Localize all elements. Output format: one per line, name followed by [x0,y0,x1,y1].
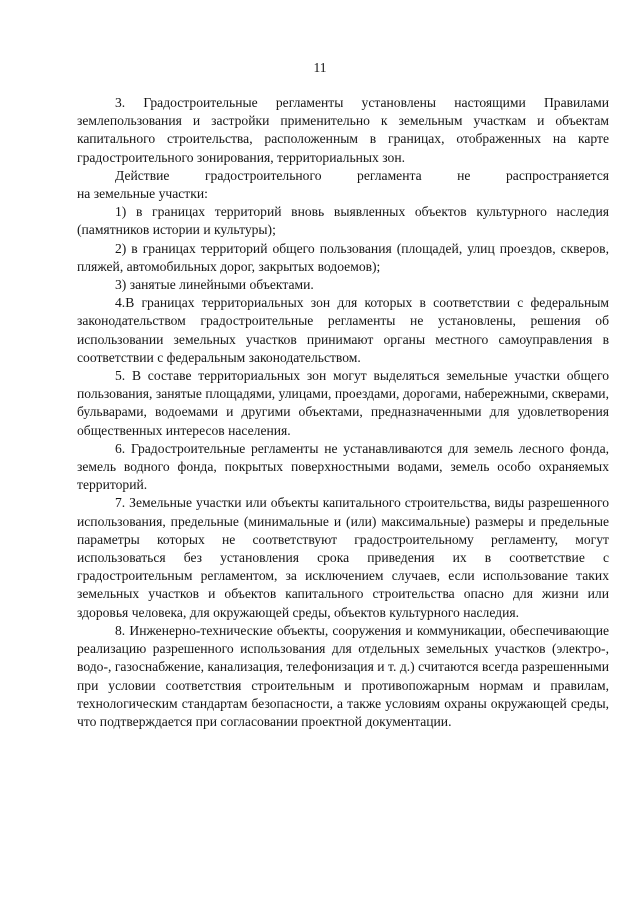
page-number: 11 [313,60,327,75]
paragraph-5: 5. В составе территориальных зон могут выделяться земельные участки общего пользования, занятые площадями, улицами, проездами, дорогами, набережными, скверами, бульварами, водоемами и другими объектами, предназначенными для удовлетворения общественных интересов населения. [77,368,609,438]
paragraph-not-applicable: Действие градостроительного регламента не распространяется [115,167,609,183]
list-item-1: 1) в границах территорий вновь выявленных объектов культурного наследия (памятников истории и культуры); [77,204,609,238]
paragraph-7: 7. Земельные участки или объекты капитального строительства, виды разрешенного использования, предельные (минимальные и (или) максимальные) размеры и предельные параметры которых не соответствуют градостроительному регламенту, могут использоваться без установления срока приведения их в соответствие с градостроительным регламентом, за исключением случаев, если использование таких земельных участков и объектов капитального строительства опасно для жизни или здоровья человека, для окружающей среды, объектов культурного наследия. [77,495,609,620]
list-item-3: 3) занятые линейными объектами. [115,277,314,293]
paragraph-not-applicable-continued: на земельные участки: [77,186,208,202]
paragraph-6: 6. Градостроительные регламенты не устанавливаются для земель лесного фонда, земель водного фонда, покрытых поверхностными водами, земель особо охраняемых территорий. [77,440,609,493]
list-item-2: 2) в границах территорий общего пользования (площадей, улиц проездов, скверов, пляжей, автомобильных дорог, закрытых водоемов); [77,240,609,274]
document-body [77,94,609,731]
paragraph-8: 8. Инженерно-технические объекты, сооружения и коммуникации, обеспечивающие реализацию разрешенного использования для отдельных земельных участков (электро-, водо-, газоснабжение, канализация, телефонизация и т. д.) считаются всегда разрешенными при условии соответствия строительным и противопожарным нормам и правилам, технологическим стандартам безопасности, а также условиям охраны окружающей среды, что подтверждается при согласовании проектной документации. [77,622,609,729]
paragraph-3-scope: 3. Градостроительные регламенты установлены настоящими Правилами землепользования и застройки применительно к земельным участкам и объектам капитального строительства, расположенным в границах, отображенных на карте градостроительного зонирования, территориальных зон. [77,95,609,165]
paragraph-4: 4.В границах территориальных зон для которых в соответствии с федеральным законодательством градостроительные регламенты не установлены, решения об использовании земельных участков принимают органы местного самоуправления в соответствии с федеральным законодательством. [77,295,609,365]
